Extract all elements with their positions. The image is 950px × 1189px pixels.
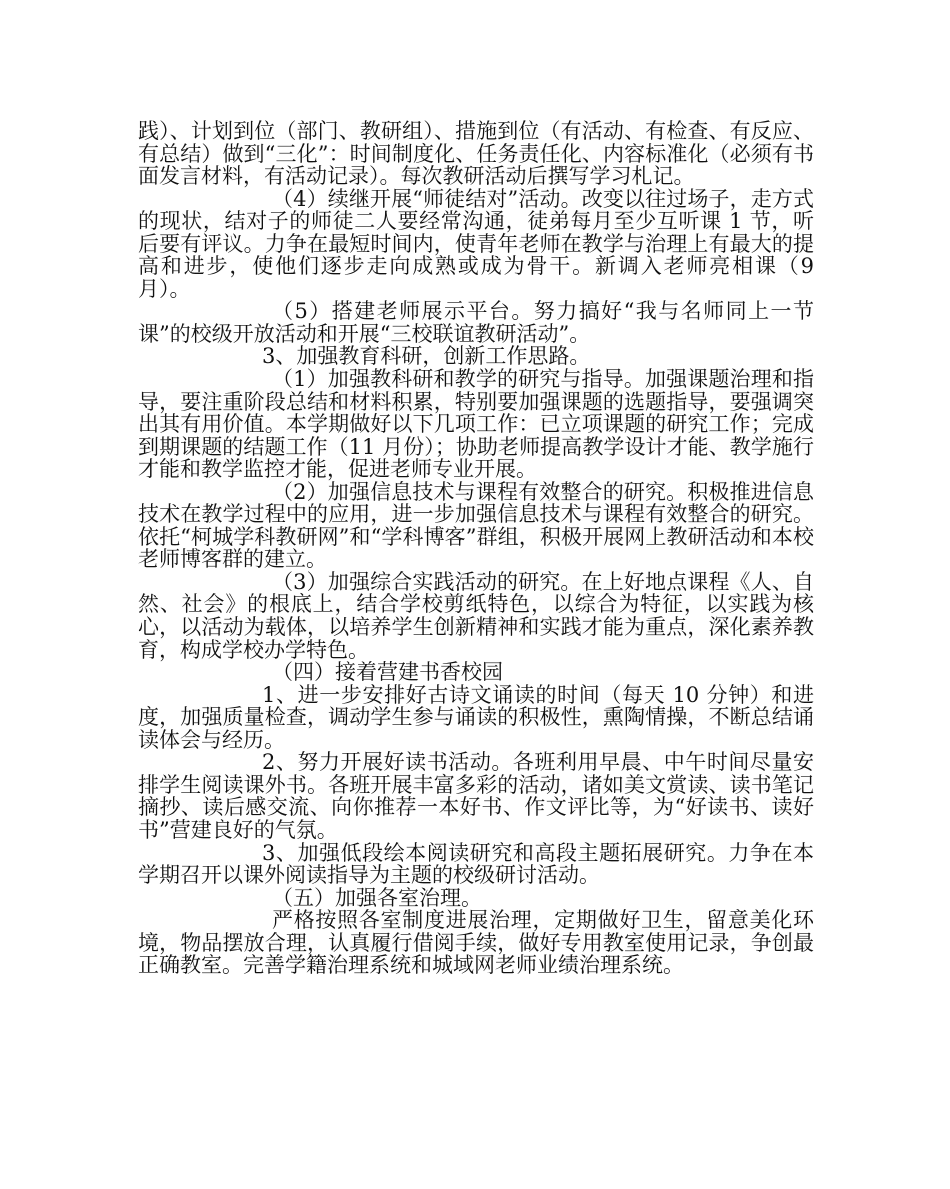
heading-scholarly-campus: （四）接着营建书香校园 (272, 660, 503, 685)
paragraph-continuation: 践）、计划到位（部门、教研组）、措施到位（有活动、有检查、有反应、有总结）做到“三化”：时间制度化、任务责任化、内容标准化（必须有书面发言材料，有活动记录）。每次教研活动后撰写学习札记。 (138, 119, 814, 189)
heading-education-research: 3、加强教育科研，创新工作思路。 (262, 344, 591, 369)
paragraph-picture-book-reading: 3、加强低段绘本阅读研究和高段主题拓展研究。力争在本学期召开以课外阅读指导为主题的校级研讨活动。 (138, 840, 814, 888)
paragraph-poetry-reading: 1、进一步安排好古诗文诵读的时间（每天 10 分钟）和进度，加强质量检查，调动学生参与诵读的积极性，熏陶情操，不断总结诵读体会与经历。 (138, 682, 814, 752)
document-body (138, 120, 814, 977)
heading-room-management: （五）加强各室治理。 (272, 885, 482, 910)
paragraph-teacher-showcase: （5）搭建老师展示平台。努力搞好“我与名师同上一节课”的校级开放活动和开展“三校联谊教研活动”。 (138, 299, 814, 346)
paragraph-it-integration: （2）加强信息技术与课程有效整合的研究。积极推进信息技术在教学过程中的应用，进一步加强信息技术与课程有效整合的研究。依托“柯城学科教研网”和“学科博客”群组，积极开展网上教研活动和本校老师博客群的建立。 (138, 479, 814, 572)
paragraph-room-rules: 严格按照各室制度进展治理，定期做好卫生，留意美化环境，物品摆放合理，认真履行借阅手续，做好专用教室使用记录，争创最正确教室。完善学籍治理系统和城域网老师业绩治理系统。 (138, 908, 814, 978)
paragraph-research-guidance: （1）加强教科研和教学的研究与指导。加强课题治理和指导，要注重阶段总结和材料积累，特别要加强课题的选题指导，要强调突出其有用价值。本学期做好以下几项工作：已立项课题的研究工作；完成到期课题的结题工作（11 月份）；协助老师提高教学设计才能、教学施行才能和教学监控才能，促进老师专业开展。 (138, 367, 814, 482)
paragraph-reading-activities: 2、努力开展好读书活动。各班利用早晨、中午时间尽量安排学生阅读课外书。各班开展丰富多彩的活动，诸如美文赏读、读书笔记摘抄、读后感交流、向你推荐一本好书、作文评比等，为“好读书、读好书”营建良好的气氛。 (138, 750, 814, 842)
paragraph-practice-activities: （3）加强综合实践活动的研究。在上好地点课程《人、自然、社会》的根底上，结合学校剪纸特色，以综合为特征，以实践为核心，以活动为载体，以培养学生创新精神和实践才能为重点，深化素养教育，构成学校办学特色。 (138, 569, 814, 662)
paragraph-mentor-pairing: （4）续继开展“师徒结对”活动。改变以往过场子，走方式的现状，结对子的师徒二人要经常沟通，徒弟每月至少互听课 1 节，听后要有评议。力争在最短时间内，使青年老师在教学与治理上有最大的提高和进步，使他们逐步走向成熟或成为骨干。新调入老师亮相课（9 月）。 (138, 186, 814, 301)
